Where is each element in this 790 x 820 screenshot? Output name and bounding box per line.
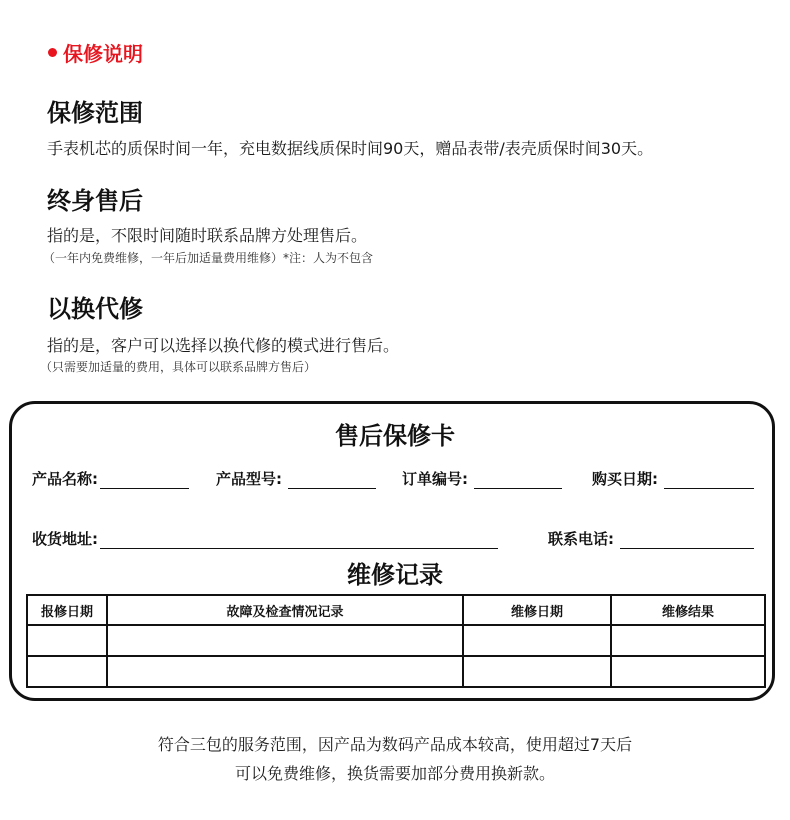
field-shipping-address bbox=[32, 528, 498, 549]
table-cell[interactable] bbox=[463, 625, 611, 656]
column-header-fault-record: 故障及检查情况记录 bbox=[107, 595, 463, 625]
table-header-row bbox=[27, 595, 765, 625]
section-text-replace-instead-repair: 指的是，客户可以选择以换代修的模式进行售后。 bbox=[47, 336, 400, 355]
field-product-model bbox=[216, 468, 376, 489]
field-label: 产品名称: bbox=[32, 470, 98, 488]
order-number-blank[interactable] bbox=[474, 472, 562, 489]
section-text-lifetime-service: 指的是，不限时间随时联系品牌方处理售后。 bbox=[47, 226, 368, 245]
column-header-repair-date: 维修日期 bbox=[463, 595, 611, 625]
section-note-replace-instead-repair: （只需要加适量的费用，具体可以联系品牌方售后） bbox=[40, 360, 317, 374]
section-text-warranty-scope: 手表机芯的质保时间一年，充电数据线质保时间90天，赠品表带/表壳质保时间30天。 bbox=[47, 139, 654, 158]
product-name-blank[interactable] bbox=[100, 472, 189, 489]
section-heading-lifetime-service: 终身售后 bbox=[47, 187, 143, 215]
table-cell[interactable] bbox=[611, 625, 765, 656]
column-header-report-date: 报修日期 bbox=[27, 595, 107, 625]
footer-line-2: 可以免费维修，换货需要加部分费用换新款。 bbox=[234, 764, 555, 783]
table-cell[interactable] bbox=[27, 656, 107, 687]
card-title: 售后保修卡 bbox=[335, 422, 455, 450]
table-row bbox=[27, 625, 765, 656]
field-label: 购买日期: bbox=[592, 470, 658, 488]
product-model-blank[interactable] bbox=[288, 472, 376, 489]
warranty-title-text: 保修说明 bbox=[63, 42, 143, 66]
field-purchase-date bbox=[592, 468, 754, 489]
field-label: 收货地址: bbox=[32, 530, 98, 548]
repair-record-title: 维修记录 bbox=[347, 561, 443, 589]
purchase-date-blank[interactable] bbox=[664, 472, 754, 489]
field-product-name bbox=[32, 468, 189, 489]
table-cell[interactable] bbox=[107, 625, 463, 656]
table-row bbox=[27, 656, 765, 687]
section-heading-warranty-scope: 保修范围 bbox=[47, 99, 143, 127]
warranty-title bbox=[48, 38, 143, 67]
table-cell[interactable] bbox=[107, 656, 463, 687]
footer-line-1: 符合三包的服务范围，因产品为数码产品成本较高，使用超过7天后 bbox=[157, 735, 633, 754]
table-cell[interactable] bbox=[27, 625, 107, 656]
section-heading-replace-instead-repair: 以换代修 bbox=[47, 295, 143, 323]
shipping-address-blank[interactable] bbox=[100, 532, 498, 549]
section-note-lifetime-service: （一年内免费维修，一年后加适量费用维修）*注：人为不包含 bbox=[43, 251, 374, 265]
repair-record-table bbox=[26, 594, 766, 688]
contact-phone-blank[interactable] bbox=[620, 532, 754, 549]
field-label: 联系电话: bbox=[548, 530, 614, 548]
field-contact-phone bbox=[548, 528, 754, 549]
column-header-repair-result: 维修结果 bbox=[611, 595, 765, 625]
field-order-number bbox=[402, 468, 562, 489]
field-label: 产品型号: bbox=[216, 470, 282, 488]
bullet-dot-icon bbox=[48, 48, 57, 57]
field-label: 订单编号: bbox=[402, 470, 468, 488]
table-cell[interactable] bbox=[463, 656, 611, 687]
table-cell[interactable] bbox=[611, 656, 765, 687]
